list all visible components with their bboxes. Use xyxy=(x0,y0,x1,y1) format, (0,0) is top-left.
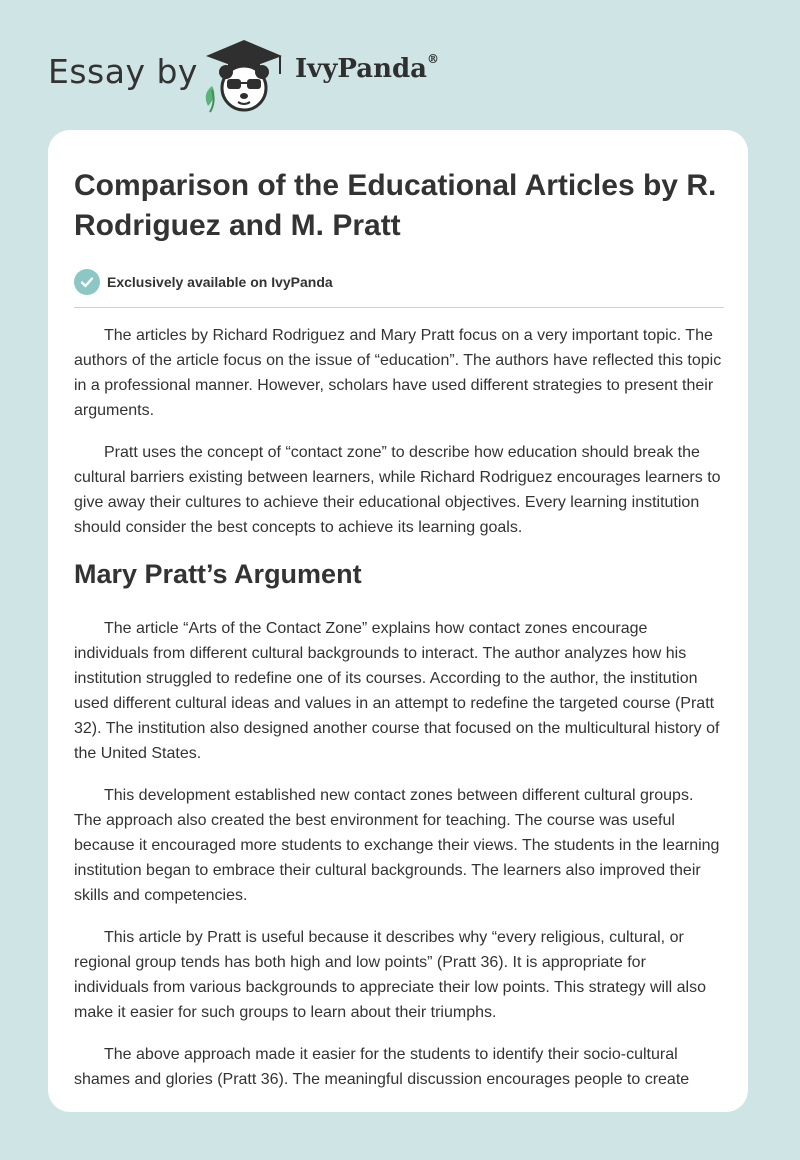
section-paragraph: The article “Arts of the Contact Zone” explains how contact zones encourage individuals from different cultural backgrounds to interact. The author analyzes how his institution struggled to redefine one of its courses. According to the author, the institution used different cultural ideas and values in an attempt to redefine the targeted course (Pratt 32). The institution also designed another course that focused on the multicultural history of the United States. xyxy=(74,620,720,762)
article-body xyxy=(74,323,724,1092)
section-paragraph: This article by Pratt is useful because it describes why “every religious, cultural, or regional group tends has both high and low points” (Pratt 36). It is appropriate for individuals from various backgrounds to appreciate their low points. This strategy will also make it easier for such groups to learn about their triumphs. xyxy=(74,929,707,1021)
check-circle-icon xyxy=(74,269,100,295)
registered-mark: ® xyxy=(427,52,440,67)
section-heading: Mary Pratt’s Argument xyxy=(74,559,362,589)
intro-paragraph: Pratt uses the concept of “contact zone” to describe how education should break the cultural barriers existing between learners, while Richard Rodriguez encourages learners to give away their cultures to achieve their educational objectives. Every learning institution should consider the best concepts to achieve its learning goals. xyxy=(74,444,721,536)
essay-by-label: Essay by xyxy=(48,52,198,91)
site-header xyxy=(48,34,548,114)
brand-name[interactable]: IvyPanda® xyxy=(295,52,440,84)
page-title: Comparison of the Educational Articles by R. Rodriguez and M. Pratt xyxy=(74,169,717,242)
section-paragraph: The above approach made it easier for the students to identify their socio-cultural shames and glories (Pratt 36). The meaningful discussion encourages people to create xyxy=(74,1046,690,1088)
divider xyxy=(74,307,724,308)
section-paragraph: This development established new contact zones between different cultural groups. The approach also created the best environment for teaching. The course was useful because it encouraged more students to exchange their views. The students in the learning institution began to embrace their cultural backgrounds. The learners also improved their skills and competencies. xyxy=(74,787,720,904)
article-card xyxy=(48,130,748,1112)
panda-graduate-logo-icon[interactable] xyxy=(198,34,288,114)
exclusive-label: Exclusively available on IvyPanda xyxy=(107,274,333,290)
intro-paragraph: The articles by Richard Rodriguez and Mary Pratt focus on a very important topic. The authors of the article focus on the issue of “education”. The authors have reflected this topic in a professional manner. However, scholars have used different strategies to present their arguments. xyxy=(74,327,722,419)
exclusive-badge xyxy=(74,268,724,296)
